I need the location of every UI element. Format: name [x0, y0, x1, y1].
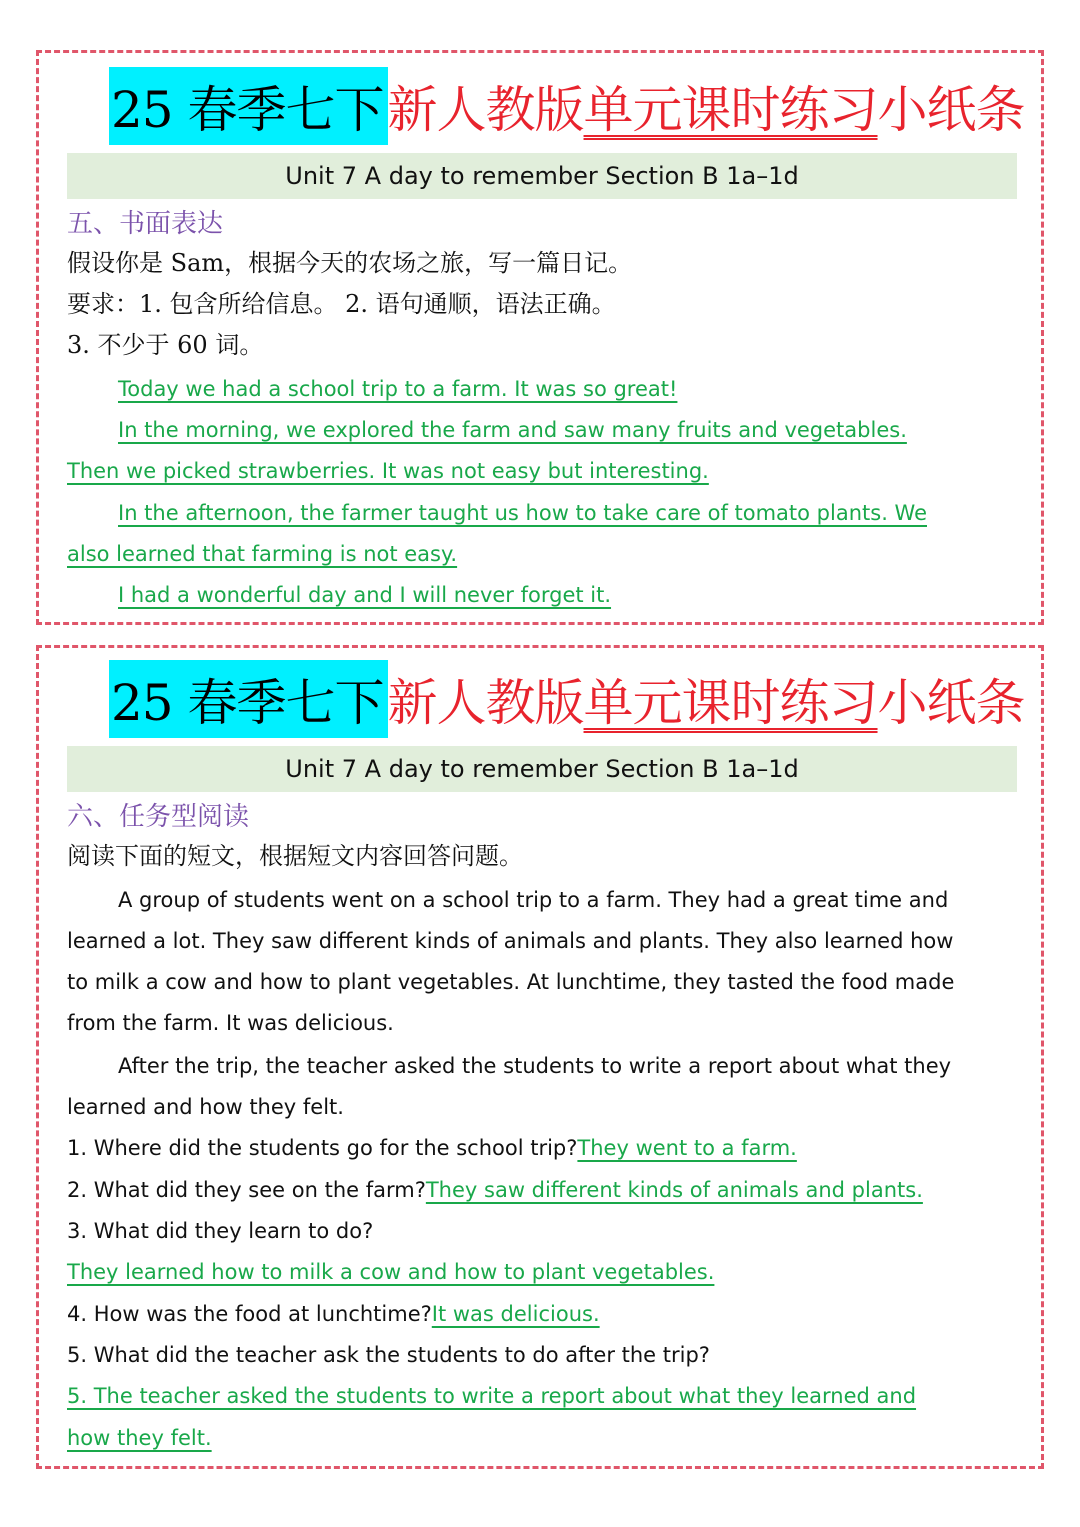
requirement-line: 3. 不少于 60 词。: [67, 331, 264, 359]
answer-text: They saw different kinds of animals and plants.: [425, 1178, 923, 1202]
passage-line: learned and how they felt.: [67, 1095, 344, 1119]
section-heading: 六、任务型阅读: [67, 802, 250, 832]
essay-line: also learned that farming is not easy.: [67, 542, 458, 566]
passage-line: learned a lot. They saw different kinds of animals and plants. They also learned how: [67, 929, 954, 953]
essay-line: Today we had a school trip to a farm. It was so great!: [118, 377, 678, 401]
title-year-highlight: 25 春季七下: [109, 660, 388, 738]
unit-bar: Unit 7 A day to remember Section B 1a–1d: [67, 746, 1017, 792]
passage-line: After the trip, the teacher asked the students to write a report about what they: [118, 1054, 952, 1078]
unit-bar: Unit 7 A day to remember Section B 1a–1d: [67, 153, 1017, 199]
question-text: 5. What did the teacher ask the students to do after the trip?: [67, 1343, 710, 1367]
title-tail: 小纸条: [877, 674, 1025, 732]
section-heading: 五、书面表达: [67, 209, 224, 239]
worksheet-card-reading: [36, 645, 1044, 1469]
card-title: [109, 660, 1025, 738]
title-brand: 新人教版: [387, 674, 584, 732]
passage-line: to milk a cow and how to plant vegetables. At lunchtime, they tasted the food made: [67, 970, 955, 994]
answer-text: how they felt.: [67, 1426, 212, 1450]
prompt-line: 假设你是 Sam，根据今天的农场之旅，写一篇日记。: [67, 249, 633, 277]
answer-text: 5. The teacher asked the students to write a report about what they learned and: [67, 1384, 917, 1408]
title-year-highlight: 25 春季七下: [109, 67, 388, 145]
requirement-line: 要求：1. 包含所给信息。 2. 语句通顺，语法正确。: [67, 290, 616, 318]
answer-text: They went to a farm.: [577, 1136, 797, 1160]
question-text: 4. How was the food at lunchtime?: [67, 1302, 432, 1326]
worksheet-card-writing: [36, 50, 1044, 625]
essay-line: In the morning, we explored the farm and saw many fruits and vegetables.: [118, 418, 907, 442]
essay-line: I had a wonderful day and I will never forget it.: [118, 583, 612, 607]
card-title: [109, 67, 1025, 145]
question-row: [67, 1176, 1021, 1204]
title-brand: 新人教版: [387, 81, 584, 139]
question-row: [67, 1134, 1021, 1162]
essay-line: Then we picked strawberries. It was not easy but interesting.: [67, 459, 709, 483]
essay-line: In the afternoon, the farmer taught us how to take care of tomato plants. We: [118, 501, 927, 525]
title-underlined: 单元课时练习: [583, 81, 878, 139]
title-underlined: 单元课时练习: [583, 674, 878, 732]
question-text: 3. What did they learn to do?: [67, 1219, 374, 1243]
question-text: 1. Where did the students go for the school trip?: [67, 1136, 578, 1160]
question-row: [67, 1300, 1021, 1328]
answer-text: They learned how to milk a cow and how to plant vegetables.: [67, 1260, 715, 1284]
instruction-line: 阅读下面的短文，根据短文内容回答问题。: [67, 842, 523, 870]
passage-line: A group of students went on a school trip to a farm. They had a great time and: [118, 888, 949, 912]
answer-text: It was delicious.: [431, 1302, 600, 1326]
title-tail: 小纸条: [877, 81, 1025, 139]
passage-line: from the farm. It was delicious.: [67, 1011, 394, 1035]
question-text: 2. What did they see on the farm?: [67, 1178, 426, 1202]
